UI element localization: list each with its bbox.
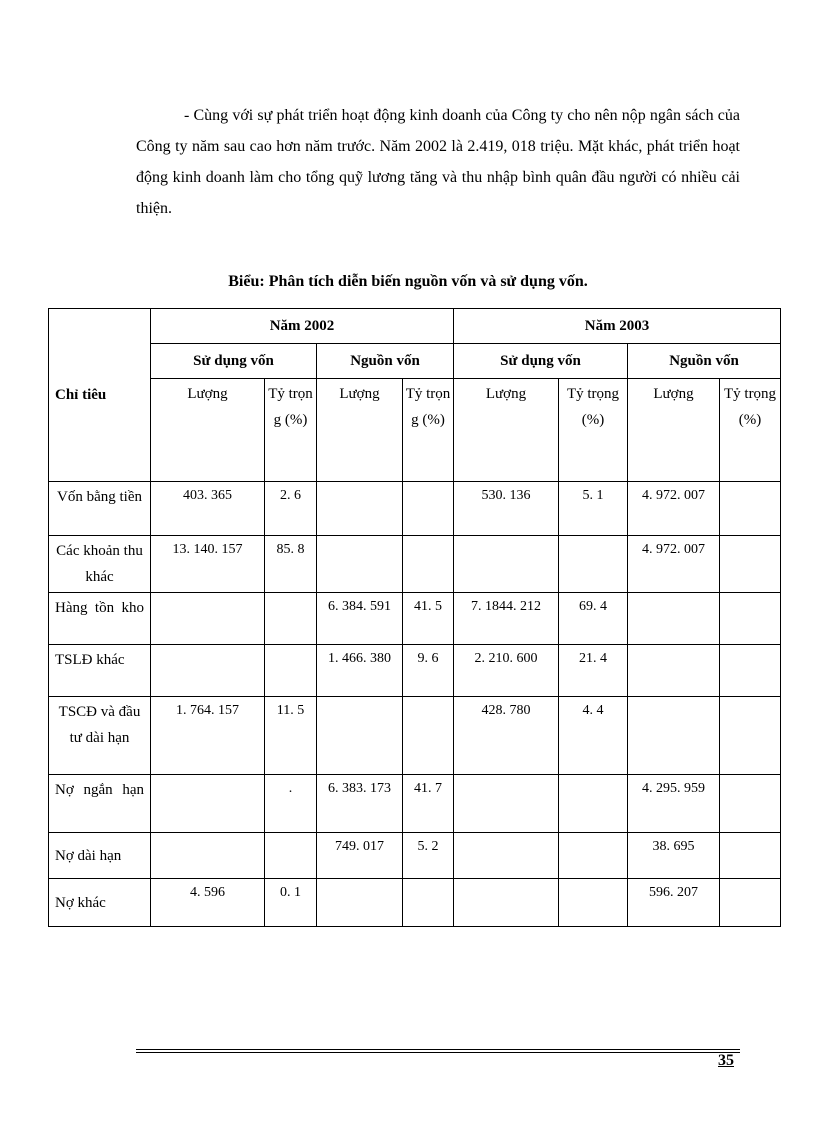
table-row <box>49 833 781 879</box>
cell: 749. 017 <box>317 833 403 879</box>
header-year-2002: Năm 2002 <box>151 309 454 344</box>
header-share: Tỷ trọn g (%) <box>265 379 317 482</box>
cell: 7. 1844. 212 <box>454 593 559 645</box>
footer-rule <box>136 1049 740 1050</box>
cell <box>559 833 628 879</box>
cell <box>403 879 454 927</box>
header-qty: Lượng <box>454 379 559 482</box>
cell <box>151 593 265 645</box>
cell <box>720 593 781 645</box>
cell: 9. 6 <box>403 645 454 697</box>
cell: 4. 596 <box>151 879 265 927</box>
cell <box>454 879 559 927</box>
cell: 403. 365 <box>151 482 265 536</box>
body-paragraph <box>136 100 740 224</box>
cell: 4. 972. 007 <box>628 482 720 536</box>
cell: . <box>265 775 317 833</box>
cell: 4. 972. 007 <box>628 536 720 593</box>
cell <box>151 775 265 833</box>
table-caption: Biểu: Phân tích diễn biến nguồn vốn và sử dụng vốn. <box>228 273 588 290</box>
cell <box>720 775 781 833</box>
cell <box>720 879 781 927</box>
row-label: TSLĐ khác <box>49 645 151 697</box>
cell: 6. 384. 591 <box>317 593 403 645</box>
cell <box>403 482 454 536</box>
cell: 4. 295. 959 <box>628 775 720 833</box>
cell: 11. 5 <box>265 697 317 775</box>
cell: 85. 8 <box>265 536 317 593</box>
cell: 0. 1 <box>265 879 317 927</box>
cell <box>454 833 559 879</box>
header-source-2003: Nguồn vốn <box>628 344 781 379</box>
cell <box>403 536 454 593</box>
cell: 6. 383. 173 <box>317 775 403 833</box>
header-year-2003: Năm 2003 <box>454 309 781 344</box>
cell: 2. 6 <box>265 482 317 536</box>
row-label: Nợ dài hạn <box>49 833 151 879</box>
row-label: Nợ khác <box>49 879 151 927</box>
cell <box>720 697 781 775</box>
cell: 428. 780 <box>454 697 559 775</box>
cell <box>720 482 781 536</box>
header-criteria: Chỉ tiêu <box>49 309 151 482</box>
table-row <box>49 536 781 593</box>
cell <box>317 536 403 593</box>
table-row <box>49 645 781 697</box>
cell <box>454 775 559 833</box>
cell: 41. 5 <box>403 593 454 645</box>
cell <box>454 536 559 593</box>
capital-analysis-table <box>48 308 781 927</box>
row-label: Hàng tồn kho <box>49 593 151 645</box>
cell: 5. 1 <box>559 482 628 536</box>
header-share: Tỷ trọn g (%) <box>403 379 454 482</box>
header-qty: Lượng <box>628 379 720 482</box>
cell: 13. 140. 157 <box>151 536 265 593</box>
cell: 530. 136 <box>454 482 559 536</box>
row-label: TSCĐ và đầu tư dài hạn <box>49 697 151 775</box>
cell: 38. 695 <box>628 833 720 879</box>
cell <box>151 833 265 879</box>
table-row <box>49 775 781 833</box>
table-row <box>49 593 781 645</box>
header-use-2002: Sử dụng vốn <box>151 344 317 379</box>
header-use-2003: Sử dụng vốn <box>454 344 628 379</box>
cell <box>317 879 403 927</box>
cell: 2. 210. 600 <box>454 645 559 697</box>
cell <box>720 645 781 697</box>
row-label: Vốn bằng tiền <box>49 482 151 536</box>
table-row <box>49 482 781 536</box>
cell <box>559 536 628 593</box>
footer-rule <box>136 1052 740 1053</box>
cell <box>628 645 720 697</box>
cell <box>317 482 403 536</box>
header-source-2002: Nguồn vốn <box>317 344 454 379</box>
cell: 5. 2 <box>403 833 454 879</box>
header-share: Tỷ trọng (%) <box>720 379 781 482</box>
cell <box>559 879 628 927</box>
cell: 41. 7 <box>403 775 454 833</box>
header-qty: Lượng <box>317 379 403 482</box>
cell <box>559 775 628 833</box>
cell: 4. 4 <box>559 697 628 775</box>
header-share: Tỷ trọng (%) <box>559 379 628 482</box>
page-number: 35 <box>718 1052 734 1069</box>
table-row <box>49 697 781 775</box>
table-row <box>49 879 781 927</box>
paragraph-text: - Cùng với sự phát triển hoạt động kinh doanh của Công ty cho nên nộp ngân sách của Công ty năm sau cao hơn năm trước. Năm 2002 là 2.419, 018 triệu. Mặt khác, phát triển hoạt động kinh doanh làm cho tổng quỹ lương tăng và thu nhập bình quân đầu người có nhiều cải thiện. <box>136 107 740 217</box>
cell <box>628 593 720 645</box>
cell: 69. 4 <box>559 593 628 645</box>
cell: 1. 764. 157 <box>151 697 265 775</box>
cell <box>265 645 317 697</box>
cell <box>265 593 317 645</box>
cell <box>403 697 454 775</box>
cell <box>151 645 265 697</box>
header-qty: Lượng <box>151 379 265 482</box>
cell <box>265 833 317 879</box>
row-label: Các khoản thu khác <box>49 536 151 593</box>
row-label: Nợ ngắn hạn <box>49 775 151 833</box>
cell <box>720 833 781 879</box>
cell: 596. 207 <box>628 879 720 927</box>
cell: 21. 4 <box>559 645 628 697</box>
cell <box>628 697 720 775</box>
cell <box>317 697 403 775</box>
cell <box>720 536 781 593</box>
cell: 1. 466. 380 <box>317 645 403 697</box>
